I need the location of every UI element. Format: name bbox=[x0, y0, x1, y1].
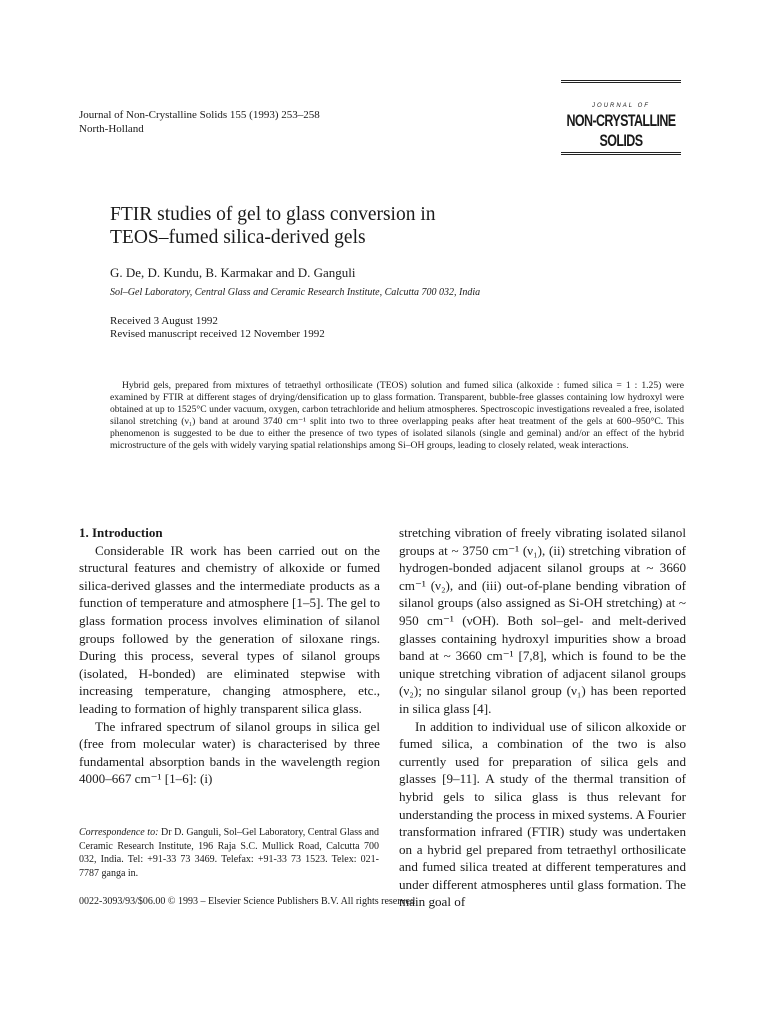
copyright-line: 0022-3093/93/$06.00 © 1993 – Elsevier Science Publishers B.V. All rights reserved bbox=[79, 896, 415, 907]
correspondence-text: Dr D. Ganguli, Sol–Gel Laboratory, Central Glass and Ceramic Research Institute, 196 Raja S.C. Mullick Road, Calcutta 700 032, India. Tel: +91-33 73 3469. Telefax: +91-33 73 1523. Telex: 021-7787 ganga in. bbox=[79, 827, 380, 879]
revised-date: Revised manuscript received 12 November 1992 bbox=[110, 328, 325, 340]
logo-title: NON-CRYSTALLINE SOLIDS bbox=[566, 111, 676, 151]
logo-bottom-rule bbox=[561, 152, 681, 155]
received-date: Received 3 August 1992 bbox=[110, 315, 218, 327]
left-column bbox=[79, 524, 380, 788]
section-heading: 1. Introduction bbox=[79, 525, 163, 540]
article-title bbox=[110, 203, 436, 249]
received-dates bbox=[110, 315, 325, 341]
affiliation: Sol–Gel Laboratory, Central Glass and Ceramic Research Institute, Calcutta 700 032, India bbox=[110, 287, 481, 298]
paragraph: stretching vibration of freely vibrating isolated silanol groups at ~ 3750 cm⁻¹ (ν₁), (ii) stretching vibration of hydrogen-bonded adjacent silanol groups at ~ 3660 cm⁻¹ (ν₂), and (iii) out-of-plane bending vibration of silanol groups (also assigned as Si-OH stretching) at ~ 950 cm⁻¹ (νOH). Both sol–gel- and melt-derived glasses containing hydroxyl impurities show a broad band at ~ 3660 cm⁻¹ [7,8], which is found to be the unique stretching vibration of adjacent silanol groups (ν₂); no singular silanol group (ν₁) has been reported in silica glass [4]. bbox=[399, 525, 686, 716]
paragraph: The infrared spectrum of silanol groups in silica gel (free from molecular water) is characterised by three fundamental absorption bands in the wavelength region 4000–667 cm⁻¹ [1–6]: (i) bbox=[79, 718, 380, 787]
right-column bbox=[399, 524, 686, 911]
journal-citation-line: Journal of Non-Crystalline Solids 155 (1993) 253–258 bbox=[79, 109, 320, 121]
title-line-2: TEOS–fumed silica-derived gels bbox=[110, 227, 366, 248]
abstract: Hybrid gels, prepared from mixtures of tetraethyl orthosilicate (TEOS) solution and fumed silica (alkoxide : fumed silica = 1 : 1.25) were examined by FTIR at different stages of drying/densification up to glass formation. Transparent, bubble-free glasses containing low hydroxyl were obtained at up to 1525°C under vacuum, oxygen, carbon tetrachloride and helium atmospheres. Spectroscopic investigations revealed a free, isolated silanol stretching (ν₁) band at around 3740 cm⁻¹ split into two to three overlapping peaks after heat treatment of the gels at 600–950°C. This phenomenon is suggested to be due to either the presence of two types of isolated silanols (single and geminal) and/or an effect of the hybrid microstructure of the gels with widely varying spatial relationships among Si–OH groups, leading to closely related, weak interactions. bbox=[110, 380, 684, 452]
paragraph: Considerable IR work has been carried out on the structural features and chemistry of alkoxide or fumed silica-derived glasses and the intermediate products as a function of temperature and atmosphere [1–5]. The gel to glass formation process involves elimination of silanol groups followed by the generation of siloxane rings. During this process, several types of silanol groups (isolated, H-bonded) are eliminated stepwise with increasing temperature, changing atmosphere, etc., leading to formation of highly transparent silica glass. bbox=[79, 542, 380, 716]
logo-subtitle: JOURNAL OF bbox=[592, 103, 650, 109]
authors: G. De, D. Kundu, B. Karmakar and D. Ganguli bbox=[110, 265, 356, 280]
journal-logo bbox=[561, 80, 681, 151]
publisher-line: North-Holland bbox=[79, 123, 144, 135]
journal-citation bbox=[79, 108, 320, 136]
correspondence-label: Correspondence to: bbox=[79, 827, 159, 838]
correspondence-footnote bbox=[79, 826, 379, 880]
paragraph: In addition to individual use of silicon alkoxide or fumed silica, a combination of the two is also currently used for preparation of silica gels and glasses [9–11]. A study of the thermal transition of hybrid gels to silica glass is thus relevant for understanding the process in mixed systems. A Fourier transformation infrared (FTIR) study was undertaken on a hybrid gel prepared from tetraethyl orthosilicate and fumed silica treated at different temperatures and under different atmospheres until glass formation. The main goal of bbox=[399, 718, 686, 910]
logo-top-rule bbox=[561, 80, 681, 83]
title-line-1: FTIR studies of gel to glass conversion in bbox=[110, 204, 436, 225]
